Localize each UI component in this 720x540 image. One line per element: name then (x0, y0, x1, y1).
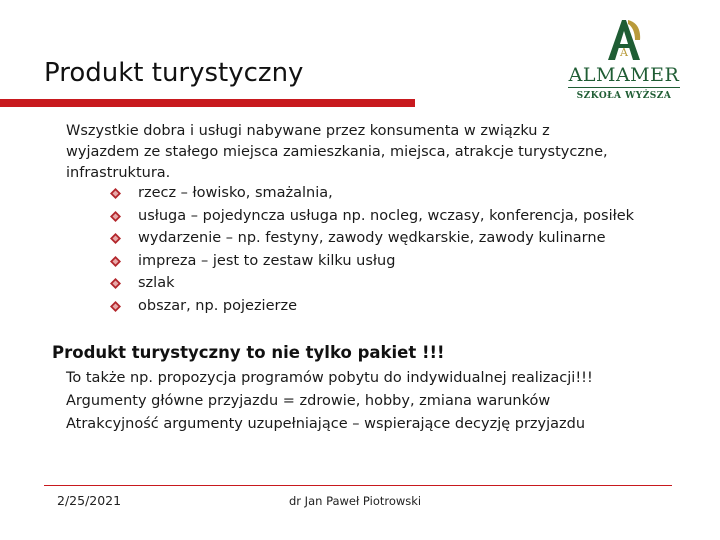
diamond-bullet-icon (110, 211, 121, 222)
diamond-bullet-icon (110, 188, 121, 199)
diamond-bullet-icon (110, 256, 121, 267)
diamond-bullet-icon (110, 278, 121, 289)
detail-line: Atrakcyjność argumenty uzupełniające – wspierające decyzję przyjazdu (66, 416, 586, 432)
section-heading: Produkt turystyczny to nie tylko pakiet !!! (52, 343, 445, 362)
bullet-item (110, 205, 690, 228)
logo-divider (568, 87, 680, 88)
bullet-item (110, 227, 690, 250)
detail-lines (66, 367, 706, 436)
logo-subtitle: SZKOŁA WYŻSZA (576, 91, 672, 101)
almamer-emblem-icon (604, 16, 644, 62)
diamond-bullet-icon (110, 301, 121, 312)
bullet-text: usługa – pojedyncza usługa np. nocleg, wczasy, konferencja, posiłek (138, 207, 635, 224)
intro-paragraph: Wszystkie dobra i usługi nabywane przez konsumenta w związku z wyjazdem ze stałego miejsca zamieszkania, miejsca, atrakcje turystyczne, infrastruktura. (66, 123, 608, 181)
bullet-text: rzecz – łowisko, smażalnia, (138, 185, 333, 201)
bullet-item (110, 295, 690, 318)
footer-author: dr Jan Paweł Piotrowski (289, 494, 422, 508)
bullet-item (110, 250, 690, 273)
bullet-text: obszar, np. pojezierze (138, 297, 297, 314)
detail-line: To także np. propozycja programów pobytu do indywidualnej realizacji!!! (66, 370, 593, 386)
title-underline-bar (0, 99, 415, 107)
detail-line: Argumenty główne przyjazdu = zdrowie, hobby, zmiana warunków (66, 393, 551, 409)
diamond-bullet-icon (110, 233, 121, 244)
logo-letter: A (620, 46, 628, 59)
almamer-logo (560, 14, 688, 104)
bullet-item (110, 182, 690, 205)
bullet-text: szlak (138, 275, 175, 291)
footer-divider (44, 485, 672, 486)
bullet-text: impreza – jest to zestaw kilku usług (138, 252, 396, 269)
bullet-text: wydarzenie – np. festyny, zawody wędkarskie, zawody kulinarne (138, 230, 606, 246)
bullet-item (110, 272, 690, 295)
bullet-list (110, 182, 690, 317)
logo-name: ALMAMER (568, 64, 680, 86)
slide-title: Produkt turystyczny (44, 58, 304, 88)
footer-date: 2/25/2021 (57, 493, 122, 508)
